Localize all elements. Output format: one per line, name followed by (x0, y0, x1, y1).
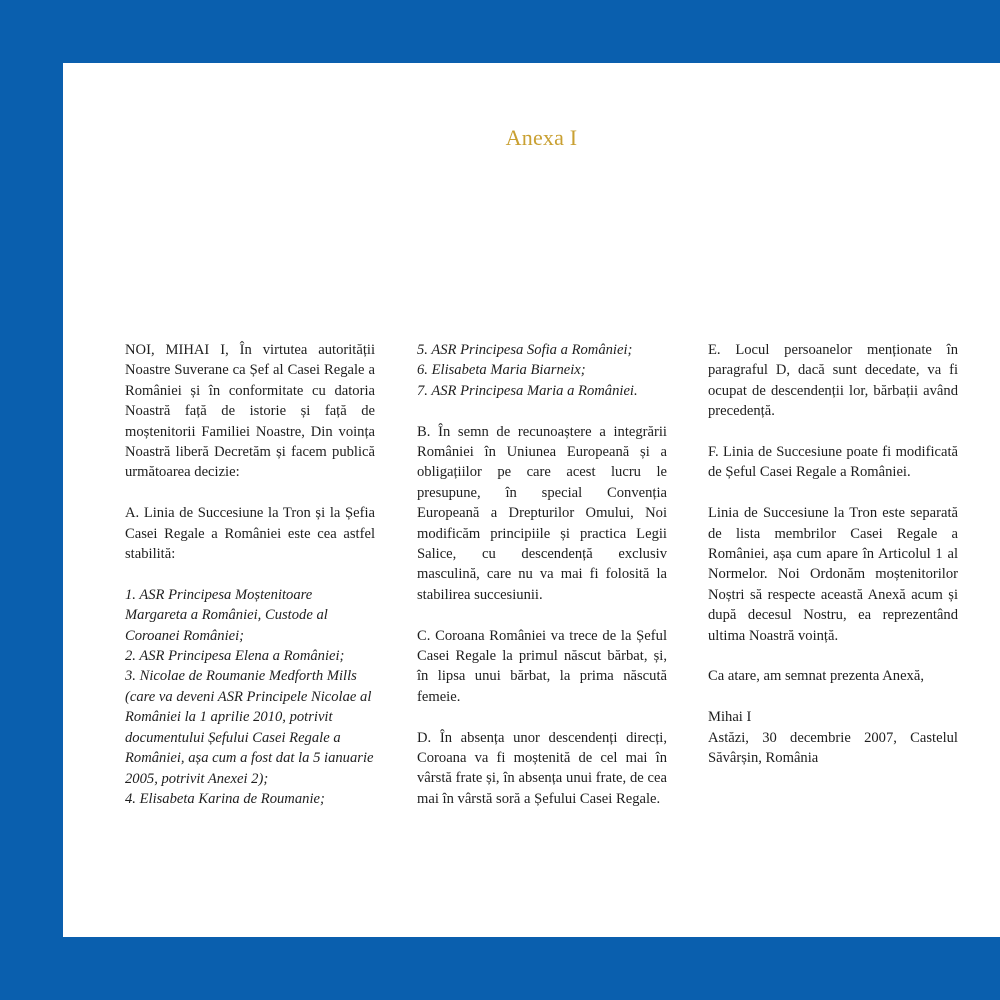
list-item: 3. Nicolae de Roumanie Medforth Mills (care va deveni ASR Principele Nicolae al României la 1 aprilie 2010, potrivit documentului Șefului Casei Regale a României, așa cum a fost dat la 5 ianuarie 2005, potrivit Anexei 2); (125, 668, 374, 787)
list-item: 2. ASR Principesa Elena a României; (125, 648, 345, 665)
list-item: 5. ASR Principesa Sofia a României; (417, 342, 633, 358)
signature-block (708, 707, 958, 768)
column-1 (125, 340, 375, 830)
list-item: 6. Elisabeta Maria Biarneix; (417, 362, 586, 379)
annex-title: Anexa I (505, 125, 578, 150)
section-a-paragraph: A. Linia de Succesiune la Tron și la Șefia Casei Regale a României este cea astfel stabilită: (125, 505, 375, 563)
succession-list-part-2 (417, 340, 667, 401)
signatory-name: Mihai I (708, 709, 752, 726)
list-item: 4. Elisabeta Karina de Roumanie; (125, 790, 325, 807)
list-item: 7. ASR Principesa Maria a României. (417, 382, 638, 399)
succession-list-part-1 (125, 585, 375, 809)
signing-statement: Ca atare, am semnat prezenta Anexă, (708, 668, 924, 685)
document-page (63, 63, 1000, 937)
section-c-paragraph: C. Coroana României va trece de la Șeful Casei Regale la primul născut bărbat, și, în lipsa unui bărbat, la prima născută femeie. (417, 627, 667, 705)
date-place: Astăzi, 30 decembrie 2007, Castelul Săvârșin, România (708, 729, 958, 767)
succession-note-paragraph: Linia de Succesiune la Tron este separată de lista membrilor Casei Regale a României, așa cum apare în Articolul 1 al Normelor. Noi Ordonăm moștenitorilor Noștri să respecte această Anexă acum și după decesul Nostru, ea reprezentând ultima Noastră voință. (708, 505, 958, 644)
column-3 (708, 340, 958, 768)
list-item: 1. ASR Principesa Moștenitoare Margareta a României, Custode al Coroanei României; (125, 586, 328, 644)
section-e-paragraph: E. Locul persoanelor menționate în paragraful D, dacă sunt decedate, va fi ocupat de descendenții lor, bărbații având precedență. (708, 342, 958, 420)
section-b-paragraph: B. În semn de recunoaștere a integrării României în Uniunea Europeană și a obligațiilor pe care acest lucru le presupune, în special Convenția Europeană a Drepturilor Omului, Noi modificăm principiile și practica Legii Salice, cu descendență exclusiv masculină, care nu va mai fi folosită la stabilirea succesiunii. (417, 423, 667, 603)
column-2 (417, 340, 667, 830)
section-f-paragraph: F. Linia de Succesiune poate fi modificată de Șeful Casei Regale a României. (708, 444, 958, 481)
section-d-paragraph: D. În absența unor descendenți direcți, Coroana va fi moștenită de cel mai în vârstă frate și, în absența unui frate, de cea mai în vârstă soră a Șefului Casei Regale. (417, 729, 667, 807)
preamble-paragraph: NOI, MIHAI I, În virtutea autorității Noastre Suverane ca Șef al Casei Regale a României și în conformitate cu datoria Noastră față de istorie și față de moștenitorii Familiei Noastre, Din voința Noastră liberă Decretăm și facem publică următoarea decizie: (125, 342, 375, 481)
